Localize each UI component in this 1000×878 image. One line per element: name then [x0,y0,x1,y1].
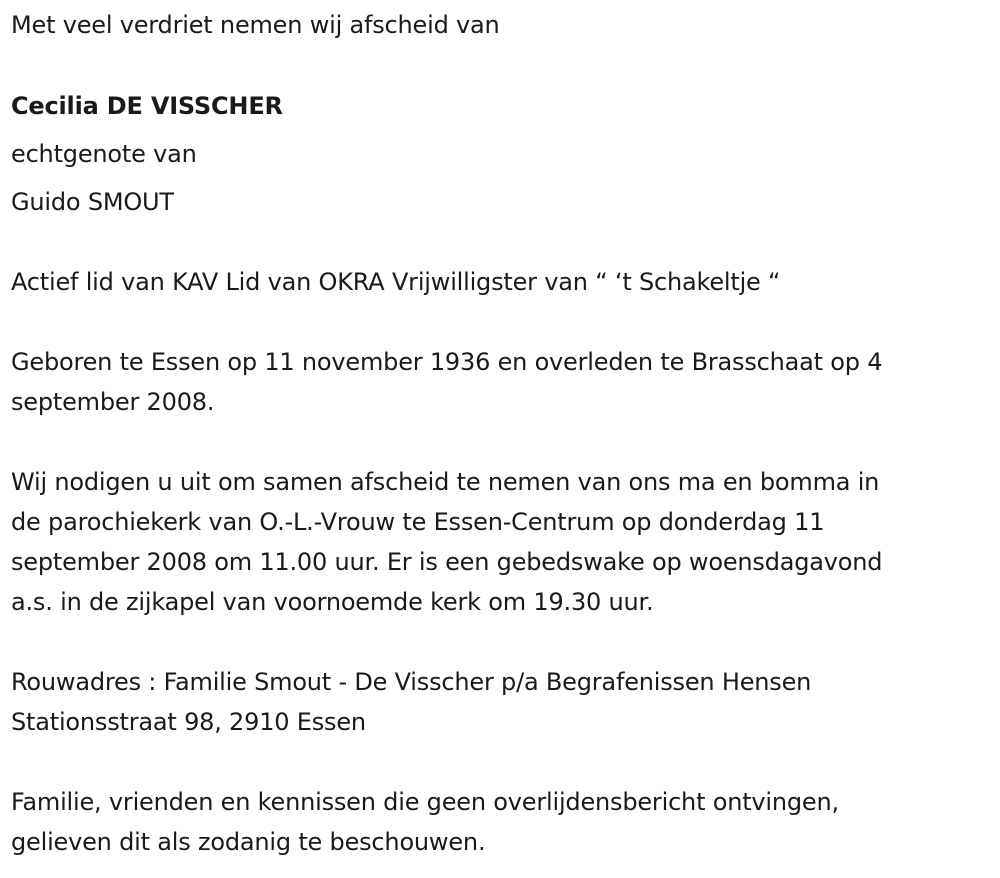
address-line: Rouwadres : Familie Smout - De Visscher p/a Begrafenissen Hensen [11,668,812,696]
deceased-name: Cecilia DE VISSCHER [11,92,283,120]
closing-line: gelieven dit als zodanig te beschouwen. [11,828,486,856]
birth-death-line: september 2008. [11,388,215,416]
spouse-label: echtgenote van [11,140,197,168]
address-line: Stationsstraat 98, 2910 Essen [11,708,366,736]
invitation-line: september 2008 om 11.00 uur. Er is een gebedswake op woensdagavond [11,548,883,576]
invitation-line: Wij nodigen u uit om samen afscheid te nemen van ons ma en bomma in [11,468,880,496]
memberships-text: Actief lid van KAV Lid van OKRA Vrijwilligster van “ ‘t Schakeltje “ [11,268,781,296]
funeral-invitation-paragraph [11,462,1000,622]
birth-death-paragraph [11,342,996,422]
birth-death-line: Geboren te Essen op 11 november 1936 en overleden te Brasschaat op 4 [11,348,883,376]
invitation-line: a.s. in de zijkapel van voornoemde kerk om 19.30 uur. [11,588,654,616]
intro-text: Met veel verdriet nemen wij afscheid van [11,11,500,39]
mourning-address-paragraph [11,662,996,742]
spouse-name: Guido SMOUT [11,188,174,216]
closing-paragraph [11,782,996,862]
closing-line: Familie, vrienden en kennissen die geen overlijdensbericht ontvingen, [11,788,839,816]
invitation-line: de parochiekerk van O.-L.-Vrouw te Essen-Centrum op donderdag 11 [11,508,825,536]
